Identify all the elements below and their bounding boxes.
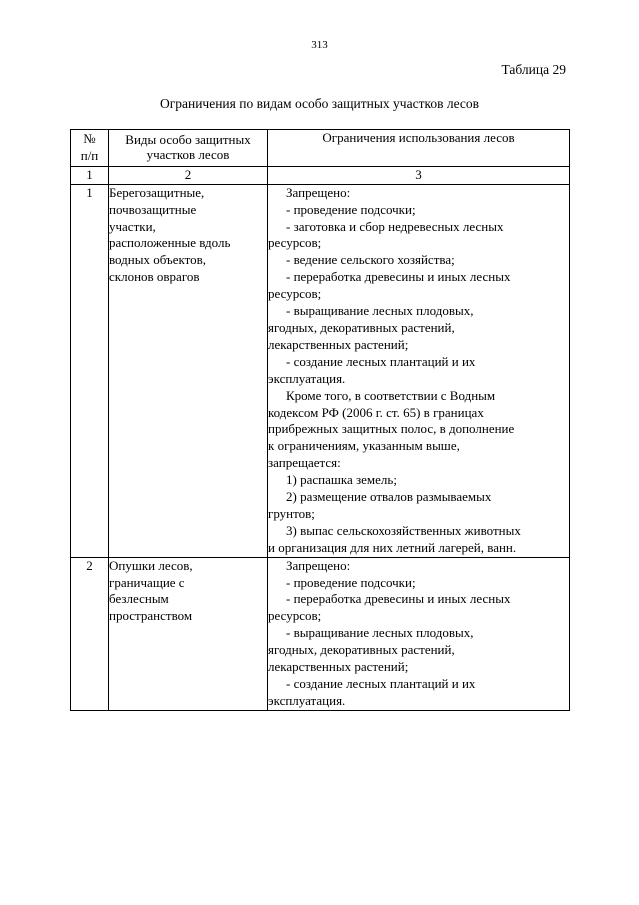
table-row xyxy=(71,184,570,557)
text-line: - проведение подсочки; xyxy=(286,574,416,590)
text-line: прибрежных защитных полос, в дополнение xyxy=(268,421,515,437)
text-line: граничащие с xyxy=(109,574,185,590)
header-number xyxy=(71,130,109,167)
text-line: расположенные вдоль xyxy=(109,235,231,251)
text-line: 3) выпас сельскохозяйственных животных xyxy=(286,522,521,538)
column-number-1: 1 xyxy=(71,166,109,184)
text-line: Запрещено: xyxy=(286,557,351,573)
text-line: участки, xyxy=(109,218,156,234)
text-line: - ведение сельского хозяйства; xyxy=(286,252,455,268)
table-header-row xyxy=(71,130,570,167)
text-line: грунтов; xyxy=(268,505,315,521)
text-line: - выращивание лесных плодовых, xyxy=(286,625,474,641)
table-row xyxy=(71,557,570,710)
text-line: к ограничениям, указанным выше, xyxy=(268,438,460,454)
text-line: ягодных, декоративных растений, xyxy=(268,642,455,658)
text-line: лекарственных растений; xyxy=(268,336,409,352)
text-line: ресурсов; xyxy=(268,235,322,251)
text-line: лекарственных растений; xyxy=(268,659,409,675)
header-kind-line: Виды особо защитных xyxy=(125,132,251,147)
header-number-line: п/п xyxy=(80,147,99,163)
table-title: Ограничения по видам особо защитных участков лесов xyxy=(159,96,480,111)
table-caption: Таблица 29 xyxy=(501,62,566,77)
text-line: Запрещено: xyxy=(286,184,351,200)
row-index: 2 xyxy=(71,557,109,710)
row-kind xyxy=(109,557,268,710)
text-line: Опушки лесов, xyxy=(109,557,193,573)
text-line: ягодных, декоративных растений, xyxy=(268,319,455,335)
column-number-2: 2 xyxy=(109,166,268,184)
text-line: - выращивание лесных плодовых, xyxy=(286,303,474,319)
text-line: безлесным xyxy=(109,591,169,607)
row-restrictions xyxy=(268,557,570,710)
column-number-3: 3 xyxy=(268,166,570,184)
text-line: эксплуатация. xyxy=(268,692,346,708)
text-line: 2) размещение отвалов размываемых xyxy=(286,489,492,505)
text-line: склонов оврагов xyxy=(109,269,200,285)
header-restrictions: Ограничения использования лесов xyxy=(268,130,570,167)
text-line: - проведение подсочки; xyxy=(286,201,416,217)
row-index: 1 xyxy=(71,184,109,557)
text-line: водных объектов, xyxy=(109,252,207,268)
row-restrictions xyxy=(268,184,570,557)
text-line: - переработка древесины и иных лесных xyxy=(286,591,511,607)
header-kind-line: участков лесов xyxy=(146,147,230,162)
text-line: - создание лесных плантаций и их xyxy=(286,676,476,691)
text-line: почвозащитные xyxy=(109,201,197,217)
text-line: пространством xyxy=(109,608,193,624)
text-line: ресурсов; xyxy=(268,608,322,624)
restrictions-table xyxy=(70,129,570,711)
header-number-line: № xyxy=(83,131,96,146)
text-line: - заготовка и сбор недревесных лесных xyxy=(286,218,504,234)
text-line: Берегозащитные, xyxy=(109,184,205,200)
text-line: Кроме того, в соответствии с Водным xyxy=(286,387,496,403)
text-line: - переработка древесины и иных лесных xyxy=(286,269,511,285)
text-line: эксплуатация. xyxy=(268,370,346,386)
text-line: запрещается: xyxy=(268,455,341,471)
text-line: ресурсов; xyxy=(268,286,322,302)
row-kind xyxy=(109,184,268,557)
header-kind xyxy=(109,130,268,167)
page-number: 313 xyxy=(311,39,328,51)
text-line: - создание лесных плантаций и их xyxy=(286,353,476,369)
column-number-row xyxy=(71,166,570,184)
text-line: и организация для них летний лагерей, ванн. xyxy=(268,539,517,555)
text-line: 1) распашка земель; xyxy=(286,472,397,488)
text-line: кодексом РФ (2006 г. ст. 65) в границах xyxy=(268,404,484,420)
